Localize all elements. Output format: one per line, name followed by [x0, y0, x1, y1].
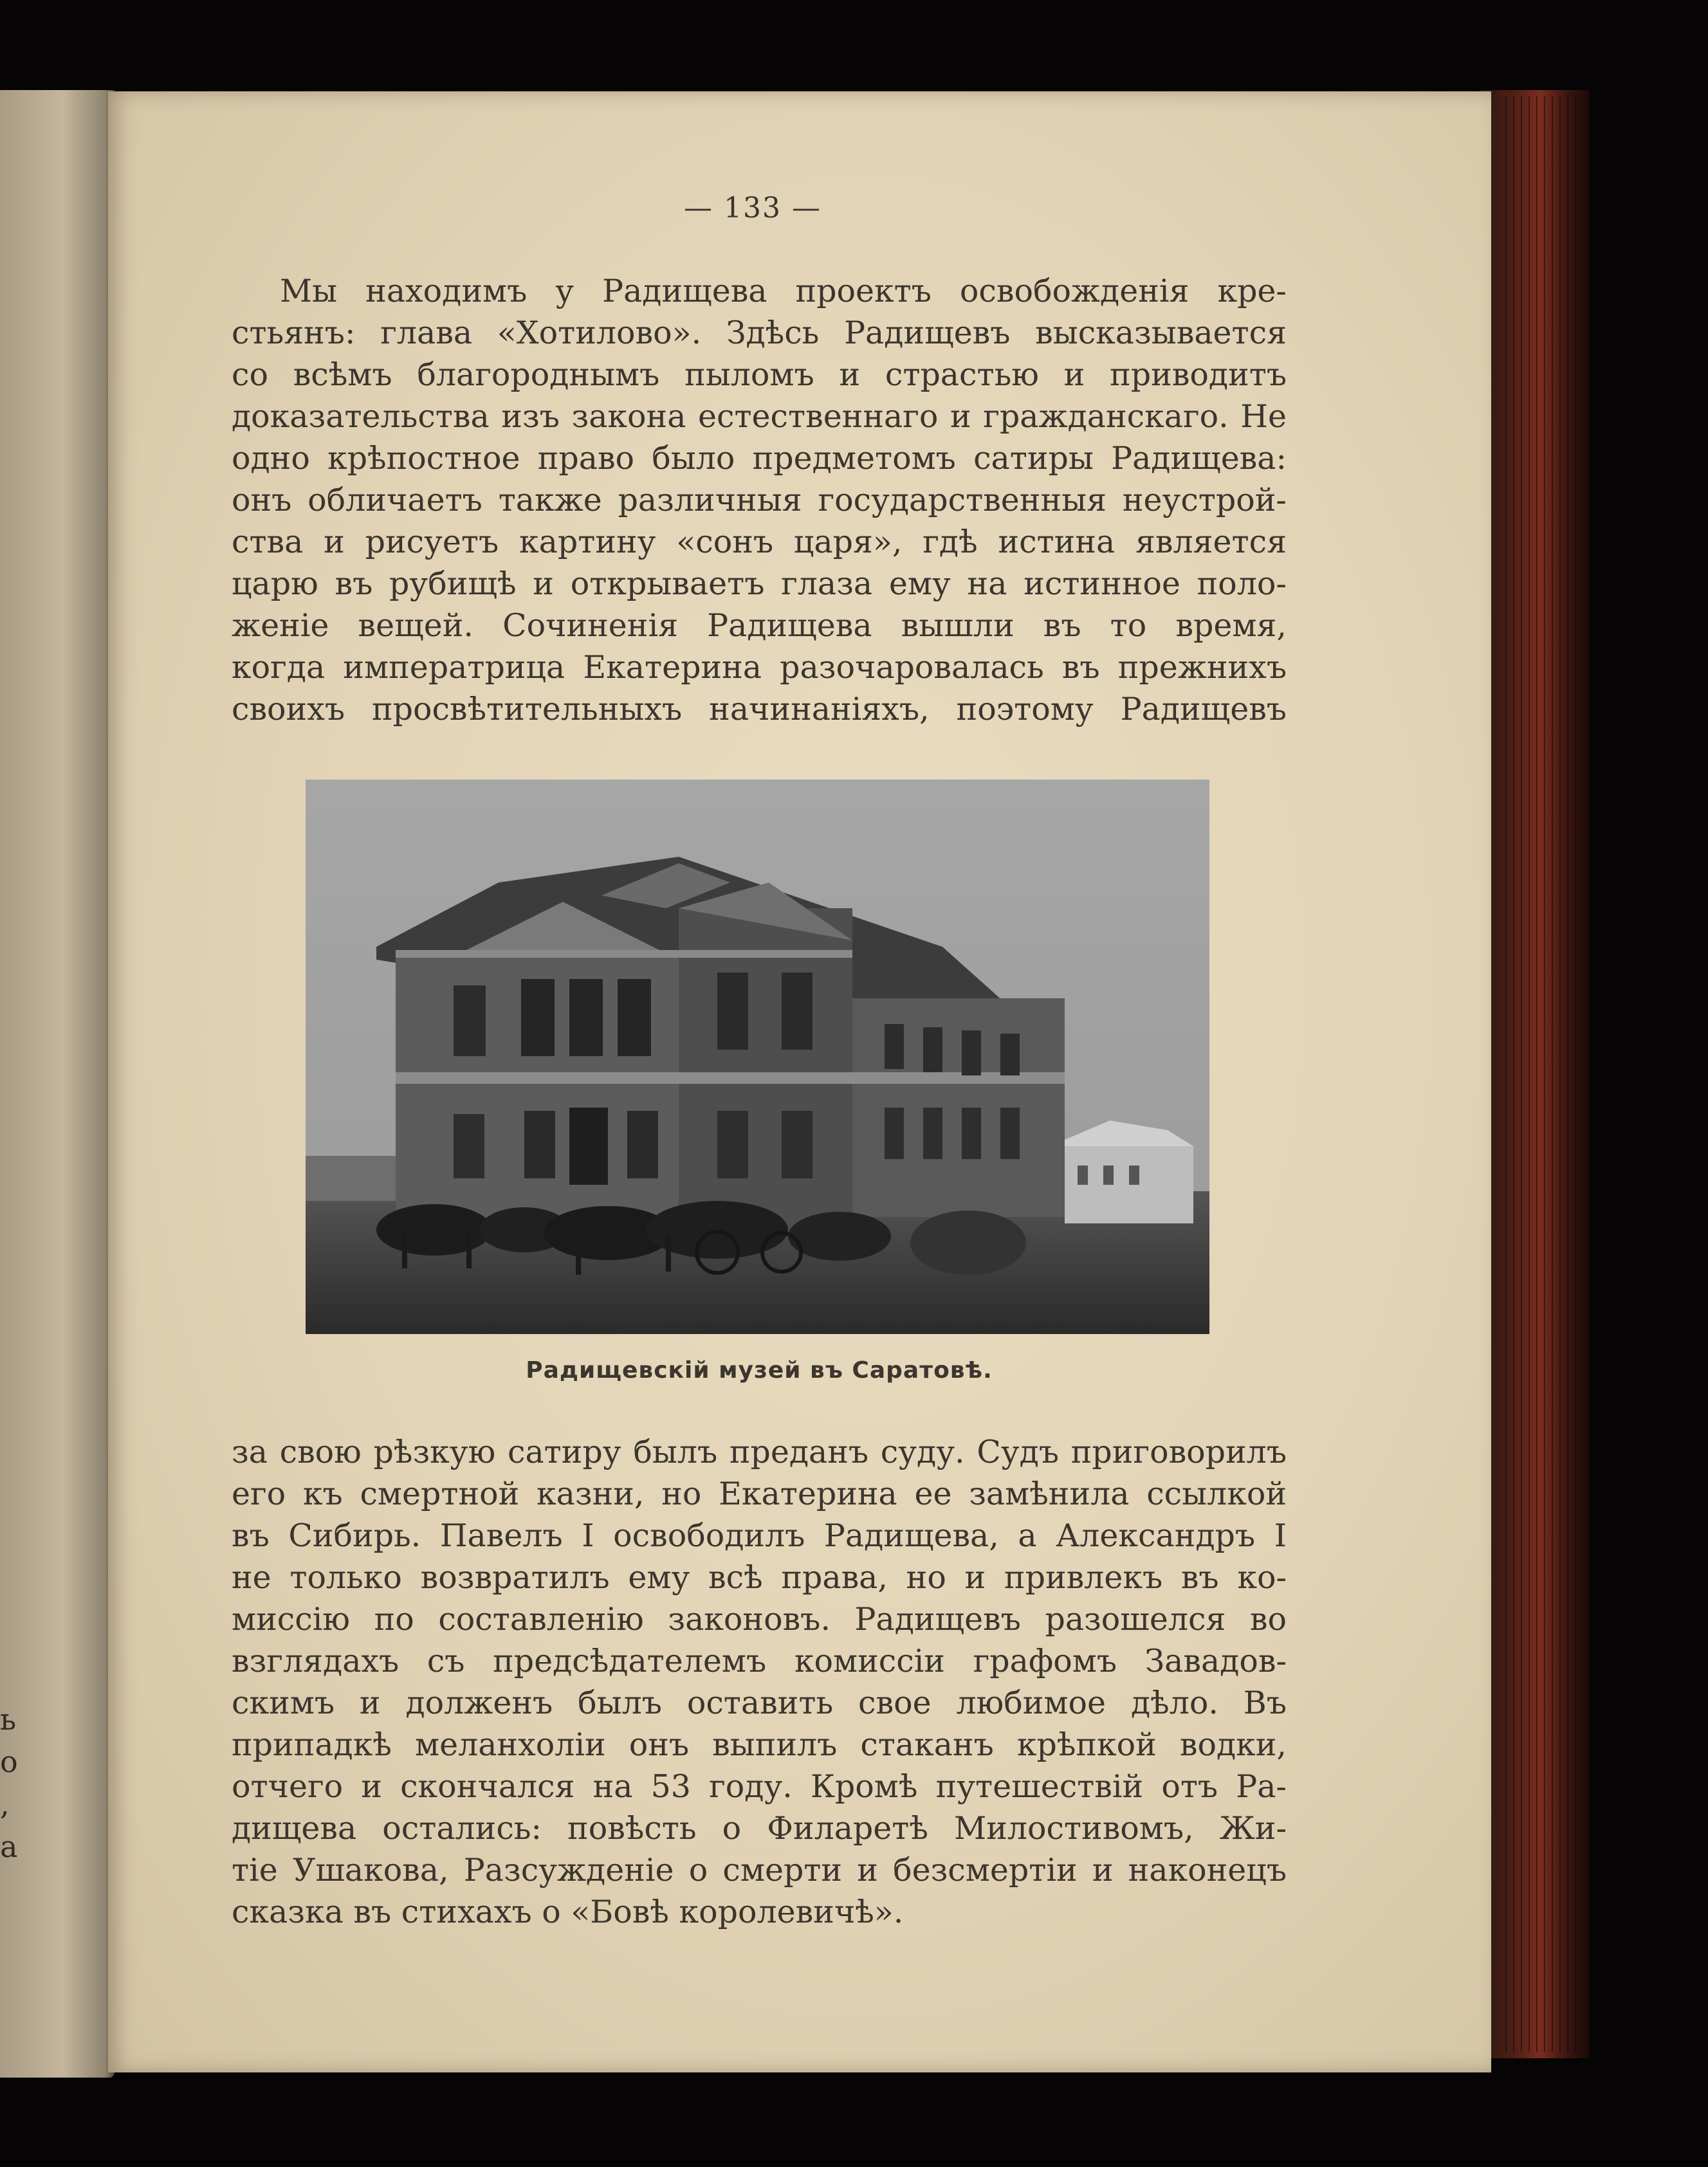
text-line: припадкѣ меланхоліи онъ выпилъ стаканъ крѣпкой водки, — [232, 1726, 1287, 1763]
text-line: въ Сибирь. Павелъ I освободилъ Радищева, а Александръ I — [232, 1517, 1287, 1554]
text-line: доказательства изъ закона естественнаго и гражданскаго. Не — [232, 398, 1287, 435]
text-line: царю въ рубищѣ и открываетъ глаза ему на истинное поло- — [232, 565, 1287, 602]
text-line: ства и рисуетъ картину «сонъ царя», гдѣ истина является — [232, 524, 1287, 560]
text-line: онъ обличаетъ также различныя государственныя неустрой- — [232, 482, 1287, 518]
left-fragment-line: о — [0, 1744, 18, 1779]
text-line: отчего и скончался на 53 году. Кромѣ путешествій отъ Ра- — [232, 1768, 1287, 1805]
paragraph-2 — [232, 1431, 1287, 1933]
text-line: миссію по составленію законовъ. Радищевъ разошелся во — [232, 1601, 1287, 1638]
left-fragment-line: ь — [0, 1702, 17, 1737]
text-line: дищева остались: повѣсть о Филаретѣ Милостивомъ, Жи- — [232, 1810, 1287, 1847]
text-line: тіе Ушакова, Разсужденіе о смерти и безсмертіи и наконецъ — [232, 1852, 1287, 1888]
text-line: стьянъ: глава «Хотилово». Здѣсь Радищевъ высказывается — [232, 315, 1287, 351]
left-page-text-fragments — [0, 1698, 26, 1868]
text-line: скимъ и долженъ былъ оставить свое любимое дѣло. Въ — [232, 1685, 1287, 1721]
text-line: со всѣмъ благороднымъ пыломъ и страстью и приводитъ — [232, 356, 1287, 393]
museum-photograph — [306, 780, 1209, 1334]
text-line: за свою рѣзкую сатиру былъ преданъ суду. Судъ приговорилъ — [232, 1434, 1287, 1470]
text-line: его къ смертной казни, но Екатерина ее замѣнила ссылкой — [232, 1476, 1287, 1512]
page-number: — 133 — — [684, 192, 822, 224]
text-line: когда императрица Екатерина разочаровалась въ прежнихъ — [232, 649, 1287, 686]
left-fragment-line: , — [0, 1787, 10, 1822]
text-line: сказка въ стихахъ о «Бовѣ королевичѣ». — [232, 1894, 904, 1930]
left-fragment-line: а — [0, 1829, 18, 1864]
text-line: Мы находимъ у Радищева проектъ освобожденія кре- — [280, 273, 1287, 309]
book-page-edges — [1499, 96, 1576, 2052]
text-line: одно крѣпостное право было предметомъ сатиры Радищева: — [232, 440, 1287, 477]
text-line: взглядахъ съ предсѣдателемъ комиссіи графомъ Завадов- — [232, 1643, 1287, 1679]
text-line: женіе вещей. Сочиненія Радищева вышли въ то время, — [232, 607, 1287, 644]
paragraph-1 — [232, 270, 1287, 730]
figure-caption: Радищевскій музей въ Саратовѣ. — [526, 1357, 993, 1384]
text-line: не только возвратилъ ему всѣ права, но и привлекъ въ ко- — [232, 1559, 1287, 1596]
text-line: своихъ просвѣтительныхъ начинаніяхъ, поэтому Радищевъ — [232, 691, 1287, 727]
